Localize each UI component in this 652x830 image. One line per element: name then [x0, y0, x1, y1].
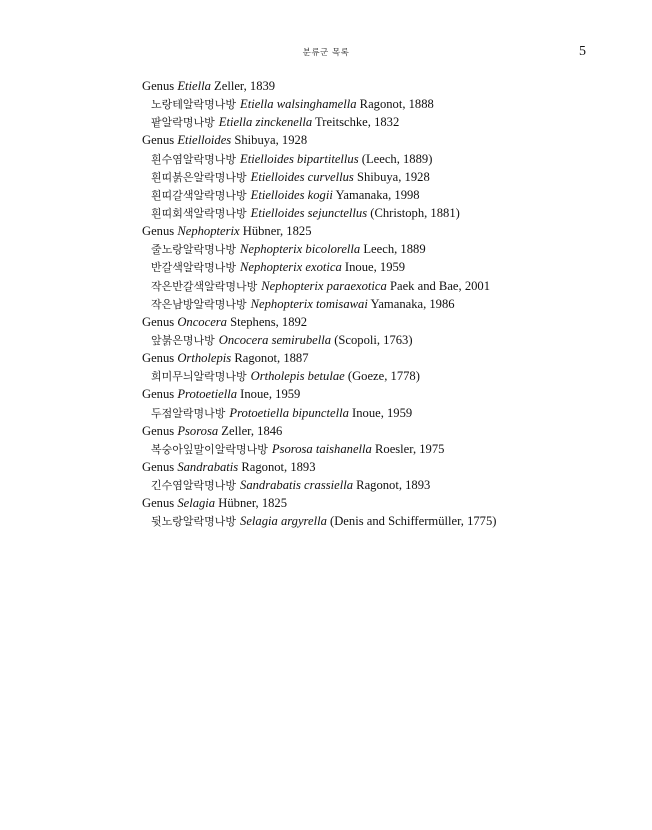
- species-row: [142, 150, 622, 168]
- species-authority: Paek and Bae, 2001: [386, 278, 491, 293]
- species-authority: Ragonot, 1893: [353, 478, 431, 493]
- species-authority: (Goeze, 1778): [344, 369, 420, 384]
- korean-name: 흰띠회색알락명나방: [151, 206, 247, 220]
- genus-prefix: Genus: [142, 423, 178, 438]
- genus-row: [142, 385, 622, 403]
- species-authority: Ragonot, 1888: [356, 97, 434, 112]
- species-row: [142, 240, 622, 258]
- korean-name: 희미무늬알락명나방: [151, 370, 247, 384]
- species-name: Etielloides kogii: [250, 187, 333, 202]
- genus-row: [142, 458, 622, 476]
- species-authority: (Scopoli, 1763): [331, 332, 413, 347]
- korean-name: 작은반갈색알락명나방: [151, 279, 258, 293]
- species-name: Sandrabatis crassiella: [240, 478, 354, 493]
- korean-name: 흰수염알락명나방: [151, 152, 237, 166]
- genus-row: [142, 422, 622, 440]
- species-name: Oncocera semirubella: [218, 332, 332, 347]
- genus-authority: Inoue, 1959: [237, 387, 301, 402]
- species-name: Etielloides sejunctellus: [250, 205, 368, 220]
- genus-authority: Shibuya, 1928: [231, 133, 308, 148]
- korean-name: 작은남방알락명나방: [151, 297, 247, 311]
- genus-authority: Zeller, 1846: [218, 423, 283, 438]
- genus-name: Ortholepis: [177, 351, 232, 366]
- species-authority: Inoue, 1959: [348, 405, 413, 420]
- korean-name: 두점알락명나방: [151, 406, 226, 420]
- genus-authority: Stephens, 1892: [226, 314, 308, 329]
- species-name: Psorosa taishanella: [271, 441, 372, 456]
- genus-name: Nephopterix: [177, 224, 240, 239]
- species-name: Nephopterix bicolorella: [240, 242, 361, 257]
- genus-row: [142, 222, 622, 240]
- genus-prefix: Genus: [142, 133, 178, 148]
- korean-name: 노랑테알락명나방: [151, 98, 237, 112]
- species-authority: Yamanaka, 1986: [367, 296, 455, 311]
- species-authority: Leech, 1889: [360, 242, 426, 257]
- genus-authority: Hübner, 1825: [239, 224, 312, 239]
- species-name: Nephopterix exotica: [240, 260, 342, 275]
- species-name: Etiella walsinghamella: [240, 97, 357, 112]
- korean-name: 줄노랑알락명나방: [151, 243, 237, 257]
- species-name: Etielloides bipartitellus: [240, 151, 359, 166]
- genus-name: Protoetiella: [177, 387, 238, 402]
- species-name: Ortholepis betulae: [250, 369, 345, 384]
- korean-name: 뒷노랑알락명나방: [151, 515, 237, 529]
- species-row: [142, 512, 622, 530]
- species-authority: Treitschke, 1832: [312, 115, 400, 130]
- genus-prefix: Genus: [142, 496, 178, 511]
- taxon-list: [142, 77, 622, 531]
- genus-prefix: Genus: [142, 351, 178, 366]
- genus-name: Selagia: [177, 496, 216, 511]
- korean-name: 흰띠갈색알락명나방: [151, 188, 247, 202]
- species-row: [142, 331, 622, 349]
- species-authority: Roesler, 1975: [371, 441, 445, 456]
- genus-name: Etiella: [177, 79, 211, 93]
- species-authority: (Leech, 1889): [358, 151, 433, 166]
- species-name: Etielloides curvellus: [250, 169, 354, 184]
- korean-name: 앞붉은명나방: [151, 333, 215, 347]
- genus-row: [142, 77, 622, 95]
- species-name: Nephopterix tomisawai: [250, 296, 368, 311]
- species-row: [142, 168, 622, 186]
- genus-row: [142, 494, 622, 512]
- species-authority: Shibuya, 1928: [353, 169, 430, 184]
- genus-name: Sandrabatis: [177, 459, 239, 474]
- species-name: Nephopterix paraexotica: [261, 278, 387, 293]
- species-row: [142, 295, 622, 313]
- genus-name: Etielloides: [177, 133, 232, 148]
- korean-name: 긴수염알락명나방: [151, 479, 237, 493]
- genus-prefix: Genus: [142, 387, 178, 402]
- running-head-title: 분류군 목록: [302, 48, 350, 58]
- species-row: [142, 367, 622, 385]
- species-row: [142, 113, 622, 131]
- genus-prefix: Genus: [142, 459, 178, 474]
- korean-name: 흰띠붉은알락명나방: [151, 170, 247, 184]
- genus-authority: Zeller, 1839: [210, 79, 276, 93]
- genus-authority: Ragonot, 1893: [238, 459, 316, 474]
- species-authority: Yamanaka, 1998: [332, 187, 420, 202]
- species-authority: (Denis and Schiffermüller, 1775): [326, 514, 497, 529]
- species-row: [142, 204, 622, 222]
- genus-name: Oncocera: [177, 314, 227, 329]
- genus-prefix: Genus: [142, 79, 178, 93]
- species-row: [142, 258, 622, 276]
- genus-row: [142, 131, 622, 149]
- species-name: Protoetiella bipunctella: [229, 405, 349, 420]
- species-row: [142, 476, 622, 494]
- species-row: [142, 186, 622, 204]
- species-name: Etiella zinckenella: [218, 115, 313, 130]
- species-row: [142, 404, 622, 422]
- genus-prefix: Genus: [142, 314, 178, 329]
- species-authority: Inoue, 1959: [341, 260, 406, 275]
- korean-name: 팥알락명나방: [151, 116, 215, 130]
- species-row: [142, 95, 622, 113]
- genus-row: [142, 313, 622, 331]
- genus-name: Psorosa: [177, 423, 219, 438]
- species-row: [142, 440, 622, 458]
- species-name: Selagia argyrella: [240, 514, 327, 529]
- species-row: [142, 277, 622, 295]
- genus-authority: Ragonot, 1887: [231, 351, 309, 366]
- page-number: 5: [579, 44, 586, 59]
- genus-authority: Hübner, 1825: [215, 496, 288, 511]
- korean-name: 반갈색알락명나방: [151, 261, 237, 275]
- genus-row: [142, 349, 622, 367]
- species-authority: (Christoph, 1881): [367, 205, 460, 220]
- genus-prefix: Genus: [142, 224, 178, 239]
- korean-name: 복숭아잎말이알락명나방: [151, 442, 268, 456]
